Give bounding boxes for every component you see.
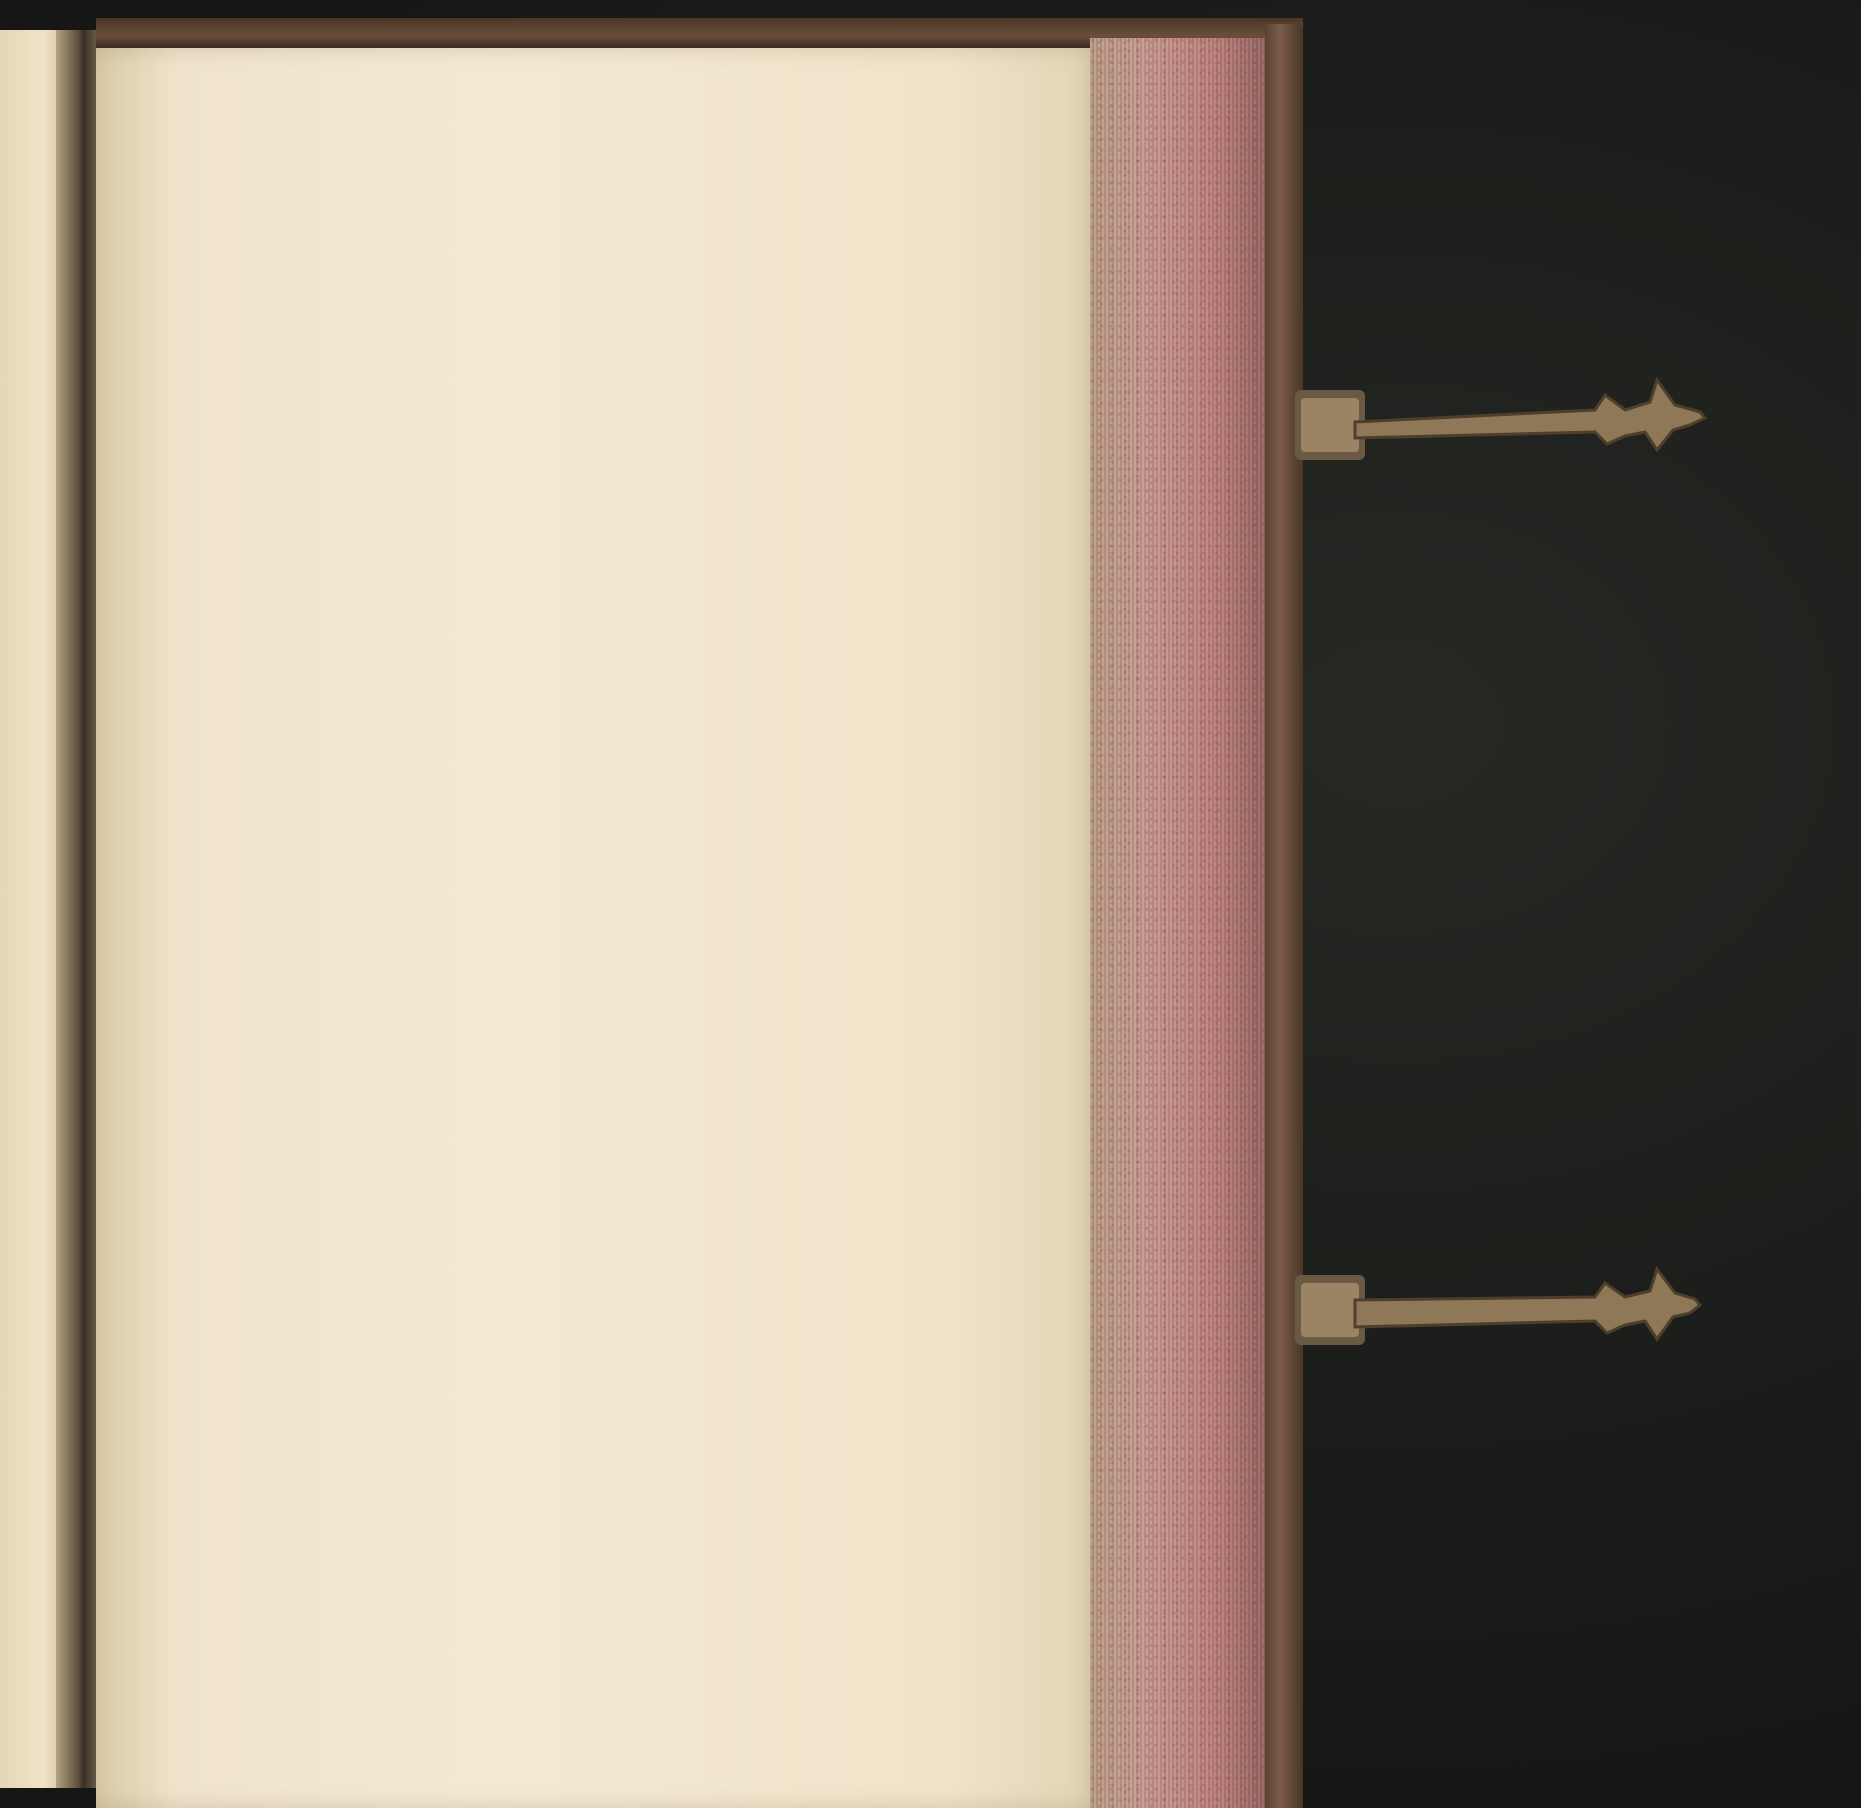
book-cover-spine <box>1265 24 1303 1808</box>
running-head <box>110 118 940 168</box>
clasp-upper <box>1295 370 1775 480</box>
section-heading <box>125 448 147 495</box>
clasp-lower <box>1295 1255 1775 1365</box>
right-page <box>96 48 1100 1808</box>
page-fore-edge <box>1090 38 1268 1808</box>
